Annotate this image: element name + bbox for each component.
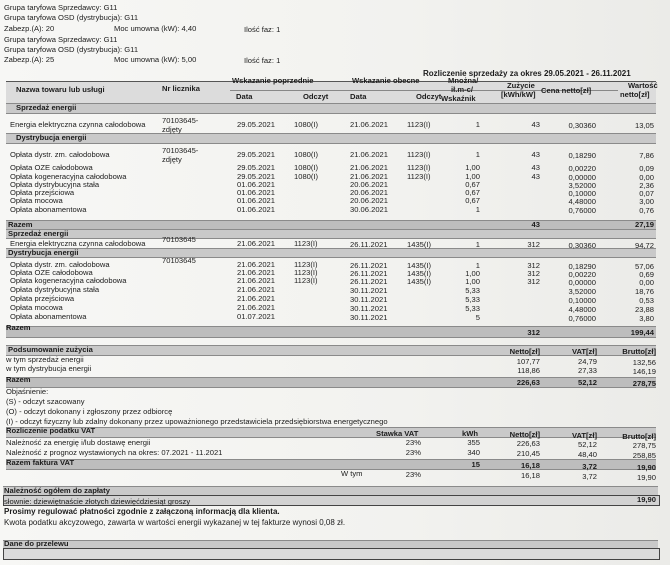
curr-date: 20.06.2021 xyxy=(350,188,389,197)
prev-date: 29.05.2021 xyxy=(237,172,276,181)
prev-date: 01.06.2021 xyxy=(237,196,276,205)
vat-row-rate: 23% xyxy=(405,438,421,447)
prev-date: 21.06.2021 xyxy=(237,260,276,269)
prev-reading: 1080(I) xyxy=(294,163,319,172)
protection-2: Zabezp.(A): 25 xyxy=(4,55,55,64)
summary-total-brutto: 278,75 xyxy=(632,379,656,388)
col-prev: Wskazanie poprzednie xyxy=(232,76,314,85)
multiplier: 0,67 xyxy=(465,188,480,197)
curr-date: 26.11.2021 xyxy=(350,240,388,249)
prev-reading: 1123(I) xyxy=(294,268,318,277)
payment-amount: 19,90 xyxy=(636,495,656,504)
vat-row-rate: 23% xyxy=(405,448,421,457)
net-value: 0,09 xyxy=(639,164,654,173)
vat-vat-head: VAT[zł] xyxy=(571,431,597,440)
usage: 312 xyxy=(527,277,540,286)
vat-wtym-vat: 3,72 xyxy=(582,472,597,481)
vat-total-netto: 16,18 xyxy=(520,461,540,470)
prev-date: 01.06.2021 xyxy=(237,188,276,197)
col-name: Nazwa towaru lub usługi xyxy=(16,85,105,94)
vat-total-brutto: 19,90 xyxy=(636,463,656,472)
prev-date: 01.06.2021 xyxy=(237,205,276,214)
curr-reading: 1435(I) xyxy=(407,240,432,249)
curr-reading: 1435(I) xyxy=(407,269,432,278)
summary-row-brutto: 132,56 xyxy=(632,358,656,367)
usage: 43 xyxy=(531,120,540,129)
curr-date: 30.11.2021 xyxy=(350,295,388,304)
prev-reading: 1080(I) xyxy=(294,120,319,129)
vat-wtym-brutto: 19,90 xyxy=(636,473,656,482)
usage: 312 xyxy=(527,261,540,270)
curr-date: 21.06.2021 xyxy=(350,150,389,159)
item-name: Energia elektryczna czynna całodobowa xyxy=(10,120,146,129)
prev-date: 21.06.2021 xyxy=(237,268,276,277)
summary-vat-head: VAT[zł] xyxy=(571,347,597,356)
summary-row-netto: 118,86 xyxy=(517,366,540,375)
col-val1: Wartość xyxy=(628,81,658,90)
vat-wtym-netto: 16,18 xyxy=(520,471,540,480)
prev-reading: 1123(I) xyxy=(294,260,318,269)
section-bar xyxy=(6,229,656,239)
tariff-osd-2: Grupa taryfowa OSD (dystrybucja): G11 xyxy=(4,45,139,54)
item-name: Opłata przejściowa xyxy=(10,188,75,197)
multiplier: 5,33 xyxy=(465,304,480,313)
net-value: 0,69 xyxy=(639,270,654,279)
multiplier: 5 xyxy=(475,313,480,322)
prev-reading: 1123(I) xyxy=(294,239,318,248)
unit-price: 0,30360 xyxy=(568,121,596,130)
phases-1: Ilość faz: 1 xyxy=(244,25,281,34)
section-sales-2: Sprzedaż energii xyxy=(8,229,69,238)
unit-price: 0,76000 xyxy=(568,314,596,323)
curr-reading: 1435(I) xyxy=(407,277,432,286)
tariff-osd-1: Grupa taryfowa OSD (dystrybucja): G11 xyxy=(4,13,139,22)
curr-date: 21.06.2021 xyxy=(350,163,389,172)
item-name: Opłata OZE całodobowa xyxy=(10,163,93,172)
net-value: 0,00 xyxy=(639,278,654,287)
payment-note-1: Prosimy regulować płatności zgodnie z załączoną informacją dla klienta. xyxy=(4,507,280,516)
unit-price: 0,00220 xyxy=(568,164,596,173)
summary-netto-head: Netto[zł] xyxy=(509,347,540,356)
multiplier: 1,00 xyxy=(465,172,480,181)
vat-wtym-label: W tym xyxy=(341,469,363,478)
multiplier: 1 xyxy=(475,120,480,129)
vat-netto-head: Netto[zł] xyxy=(509,430,540,439)
net-value: 0,00 xyxy=(639,173,654,182)
prev-date: 01.06.2021 xyxy=(237,180,276,189)
net-value: 0,53 xyxy=(639,296,654,305)
multiplier: 1 xyxy=(475,261,480,270)
phases-2: Ilość faz: 1 xyxy=(244,56,281,65)
unit-price: 3,52000 xyxy=(568,287,596,296)
prev-reading: 1123(I) xyxy=(294,276,318,285)
curr-reading: 1123(I) xyxy=(407,172,431,181)
unit-price: 0,76000 xyxy=(568,206,596,215)
net-value: 7,86 xyxy=(639,151,654,160)
multiplier: 0,67 xyxy=(465,180,480,189)
vat-row-netto: 210,45 xyxy=(516,449,540,458)
section-bar xyxy=(6,133,656,144)
summary-total-label: Razem xyxy=(6,375,31,384)
unit-price: 0,18290 xyxy=(568,151,596,160)
summary-row-vat: 27,33 xyxy=(577,366,597,375)
unit-price: 0,00000 xyxy=(568,173,596,182)
col-use1: Zużycie xyxy=(507,81,535,90)
section-bar xyxy=(6,103,656,114)
meter-number: 70103645- xyxy=(162,116,199,125)
item-name: Energia elektryczna czynna całodobowa xyxy=(10,239,146,248)
unit-price: 0,10000 xyxy=(568,189,596,198)
item-name: Opłata mocowa xyxy=(10,196,63,205)
razem-usage-2: 312 xyxy=(527,328,540,337)
item-name: Opłata abonamentowa xyxy=(10,205,87,214)
item-name: Opłata dystr. zm. całodobowa xyxy=(10,150,110,159)
curr-date: 21.06.2021 xyxy=(350,120,389,129)
vat-total-vat: 3,72 xyxy=(582,462,597,471)
protection-1: Zabezp.(A): 20 xyxy=(4,24,55,33)
meter-number: 70103645- xyxy=(162,146,199,155)
razem-value-2: 199,44 xyxy=(630,328,654,337)
item-name: Opłata dystrybucyjna stała xyxy=(10,180,100,189)
curr-date: 30.11.2021 xyxy=(350,304,388,313)
curr-reading: 1435(I) xyxy=(407,261,432,270)
prev-date: 29.05.2021 xyxy=(237,163,276,172)
unit-price: 4,48000 xyxy=(568,305,596,314)
vat-row-brutto: 258,85 xyxy=(632,451,656,460)
net-value: 3,80 xyxy=(639,314,654,323)
multiplier: 1 xyxy=(475,240,480,249)
net-value: 2,36 xyxy=(639,181,654,190)
vat-total-kwh: 15 xyxy=(471,460,480,469)
summary-row-label: w tym sprzedaż energii xyxy=(6,355,84,364)
net-value: 23,88 xyxy=(634,305,654,314)
tariff-seller-2: Grupa taryfowa Sprzedawcy: G11 xyxy=(4,35,118,44)
curr-reading: 1123(I) xyxy=(407,163,431,172)
vat-row-netto: 226,63 xyxy=(516,439,540,448)
vat-row-vat: 48,40 xyxy=(577,450,597,459)
legend-i: (I) - odczyt fizyczny lub zdalny dokonany przez upoważnionego przedstawiciela przedsiębiorstwa energetycznego xyxy=(6,417,388,426)
item-name: Opłata dystr. zm. całodobowa xyxy=(10,260,110,269)
legend-s: (S) - odczyt szacowany xyxy=(6,397,85,406)
unit-price: 4,48000 xyxy=(568,197,596,206)
razem-usage-1: 43 xyxy=(531,220,540,229)
multiplier: 1,00 xyxy=(465,269,480,278)
net-value: 94,72 xyxy=(634,241,654,250)
razem-bar xyxy=(6,326,656,338)
razem-label-1: Razem xyxy=(8,220,33,229)
unit-price: 0,00000 xyxy=(568,278,596,287)
net-value: 3,00 xyxy=(639,197,654,206)
item-name: Opłata abonamentowa xyxy=(10,312,87,321)
razem-label-2: Razem xyxy=(6,323,31,332)
prev-reading: 1080(I) xyxy=(294,172,319,181)
multiplier: 1 xyxy=(475,205,480,214)
vat-title: Rozliczenie podatku VAT xyxy=(6,426,96,435)
vat-brutto-head: Brutto[zł] xyxy=(622,432,656,441)
period-title: Rozliczenie sprzedaży za okres 29.05.2021 - 26.11.2021 xyxy=(423,69,631,78)
summary-total-vat: 52,12 xyxy=(577,378,597,387)
unit-price: 0,18290 xyxy=(568,262,596,271)
unit-price: 3,52000 xyxy=(568,181,596,190)
section-dist-2: Dystrybucja energii xyxy=(8,248,79,257)
curr-date: 20.06.2021 xyxy=(350,180,389,189)
vat-wtym-rate: 23% xyxy=(405,470,421,479)
transfer-box xyxy=(3,548,660,560)
curr-date: 30.06.2021 xyxy=(350,205,389,214)
summary-brutto-head: Brutto[zł] xyxy=(622,347,656,356)
col-use2: [kWh/kW] xyxy=(501,90,536,99)
curr-date: 26.11.2021 xyxy=(350,277,388,286)
curr-reading: 1123(I) xyxy=(407,120,431,129)
vat-row-label: Należność z prognoz wystawionych na okres: 07.2021 - 11.2021 xyxy=(6,448,223,457)
vat-kwh-head: kWh xyxy=(462,429,479,438)
payment-title: Należność ogółem do zapłaty xyxy=(4,486,110,495)
net-value: 0,76 xyxy=(639,206,654,215)
unit-price: 0,30360 xyxy=(568,241,596,250)
usage: 312 xyxy=(527,240,540,249)
vat-row-label: Należność za energię i/lub dostawę energii xyxy=(6,438,151,447)
legend-title: Objaśnienie: xyxy=(6,387,49,396)
vat-total-label: Razem faktura VAT xyxy=(6,458,75,467)
multiplier: 0,67 xyxy=(465,196,480,205)
col-read2: Odczyt xyxy=(416,92,442,101)
usage: 312 xyxy=(527,269,540,278)
multiplier: 5,33 xyxy=(465,286,480,295)
usage: 43 xyxy=(531,172,540,181)
summary-row-label: w tym dystrybucja energii xyxy=(6,364,92,373)
net-value: 18,76 xyxy=(634,287,654,296)
item-name: Opłata przejściowa xyxy=(10,294,75,303)
col-curr: Wskazanie obecne xyxy=(352,76,420,85)
col-mult3: Wskaźnik xyxy=(441,94,476,103)
prev-date: 21.06.2021 xyxy=(237,239,276,248)
col-price: Cena netto[zł] xyxy=(541,86,592,95)
prev-date: 29.05.2021 xyxy=(237,120,276,129)
vat-row-vat: 52,12 xyxy=(577,440,597,449)
meter-status: zdjęty xyxy=(162,125,182,134)
section-dist-1: Dystrybucja energii xyxy=(16,133,87,142)
col-date2: Data xyxy=(350,92,367,101)
prev-reading: 1080(I) xyxy=(294,150,319,159)
curr-date: 26.11.2021 xyxy=(350,269,388,278)
col-meter: Nr licznika xyxy=(162,84,200,93)
item-name: Opłata mocowa xyxy=(10,303,63,312)
contract-power-2: Moc umowna (kW): 5,00 xyxy=(114,55,197,64)
curr-date: 26.11.2021 xyxy=(350,261,388,270)
usage: 43 xyxy=(531,150,540,159)
prev-date: 21.06.2021 xyxy=(237,303,276,312)
summary-row-brutto: 146,19 xyxy=(632,367,656,376)
vat-row-brutto: 278,75 xyxy=(632,441,656,450)
contract-power-1: Moc umowna (kW): 4,40 xyxy=(114,24,197,33)
meter-number: 70103645 xyxy=(162,256,196,265)
curr-date: 20.06.2021 xyxy=(350,196,389,205)
summary-row-netto: 107,77 xyxy=(516,357,540,366)
multiplier: 1,00 xyxy=(465,277,480,286)
summary-total-netto: 226,63 xyxy=(516,378,540,387)
net-value: 0,07 xyxy=(639,189,654,198)
meter-number: 70103645 xyxy=(162,235,196,244)
prev-date: 21.06.2021 xyxy=(237,285,276,294)
prev-date: 01.07.2021 xyxy=(237,312,276,321)
col-mult2: ił.m-c/ xyxy=(451,85,473,94)
prev-date: 29.05.2021 xyxy=(237,150,276,159)
razem-value-1: 27,19 xyxy=(634,220,654,229)
payment-note-2: Kwota podatku akcyzowego, zawarta w wartości energii wykazanej w tej fakturze wynosi 0,08 zł. xyxy=(4,518,346,527)
transfer-title: Dane do przelewu xyxy=(4,539,69,548)
multiplier: 1,00 xyxy=(465,163,480,172)
section-sales-1: Sprzedaż energii xyxy=(16,103,77,112)
curr-date: 30.11.2021 xyxy=(350,313,388,322)
col-date1: Data xyxy=(236,92,253,101)
col-mult1: Mnożna/ xyxy=(448,76,479,85)
net-value: 13,05 xyxy=(634,121,654,130)
unit-price: 0,00220 xyxy=(568,270,596,279)
col-read1: Odczyt xyxy=(303,92,329,101)
meter-status: zdjęty xyxy=(162,155,182,164)
multiplier: 5,33 xyxy=(465,295,480,304)
item-name: Opłata OZE całodobowa xyxy=(10,268,93,277)
tariff-seller-1: Grupa taryfowa Sprzedawcy: G11 xyxy=(4,3,118,12)
item-name: Opłata dystrybucyjna stała xyxy=(10,285,100,294)
summary-title: Podsumowanie zużycia xyxy=(8,345,93,354)
prev-date: 21.06.2021 xyxy=(237,276,276,285)
curr-date: 21.06.2021 xyxy=(350,172,389,181)
net-value: 57,06 xyxy=(634,262,654,271)
vat-rate-head: Stawka VAT xyxy=(376,429,419,438)
multiplier: 1 xyxy=(475,150,480,159)
unit-price: 0,10000 xyxy=(568,296,596,305)
legend-o: (O) - odczyt dokonany i zgłoszony przez odbiorcę xyxy=(6,407,173,416)
usage: 43 xyxy=(531,163,540,172)
item-name: Opłata kogeneracyjna całodobowa xyxy=(10,172,127,181)
curr-reading: 1123(I) xyxy=(407,150,431,159)
vat-row-kwh: 355 xyxy=(467,438,480,447)
col-val2: netto[zł] xyxy=(620,90,650,99)
payment-words: słownie: dziewiętnaście złotych dziewięćdziesiąt groszy xyxy=(4,497,191,506)
summary-row-vat: 24,79 xyxy=(577,357,597,366)
prev-date: 21.06.2021 xyxy=(237,294,276,303)
curr-date: 30.11.2021 xyxy=(350,286,388,295)
vat-row-kwh: 340 xyxy=(467,448,480,457)
item-name: Opłata kogeneracyjna całodobowa xyxy=(10,276,127,285)
